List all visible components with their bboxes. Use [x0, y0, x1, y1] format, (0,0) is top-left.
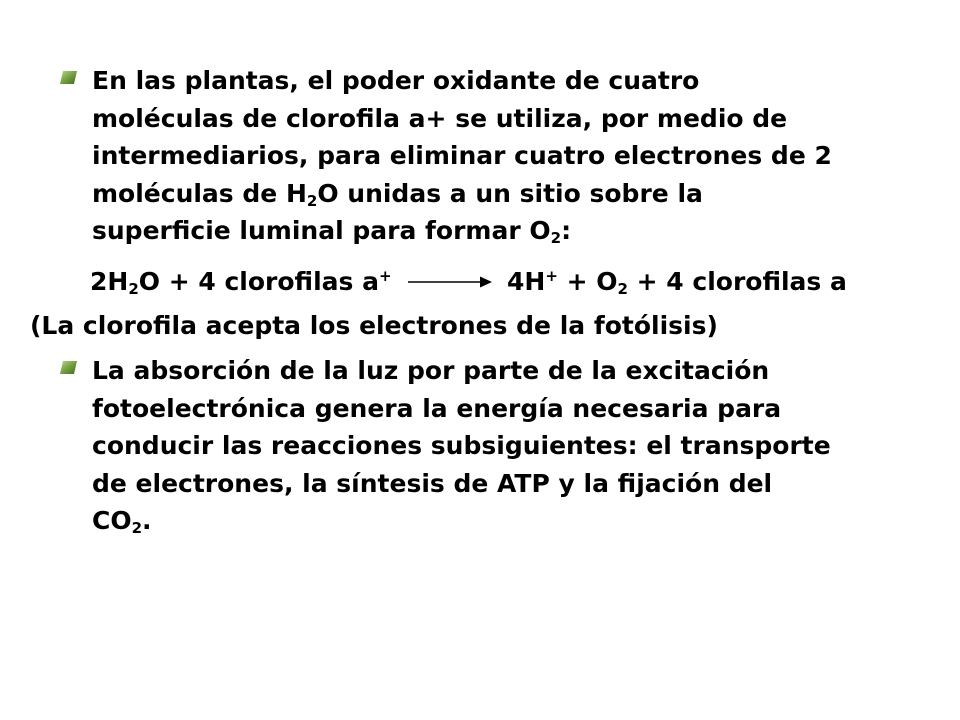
equation-reactants: $2H_2O + 4$ clorofilas a+: [90, 267, 392, 298]
bullet-text-1: [92, 62, 922, 250]
text-line: La absorción de la luz por parte de la excitación: [92, 356, 770, 385]
square-bullet-icon: [60, 361, 77, 374]
chemical-equation: [90, 261, 847, 301]
text-line: fotoelectrónica genera la energía necesaria para: [92, 393, 782, 423]
text-line: moléculas de $H_2O$ unidas a un sitio sobre la: [92, 178, 703, 210]
bullet-text-2: [92, 352, 922, 540]
text-line: intermediarios, para eliminar cuatro electrones de 2: [92, 141, 832, 170]
equation-products: $4H^+ + O_2 + 4$ clorofilas a: [506, 267, 847, 298]
text-line: $CO_2$.: [92, 506, 152, 537]
text-line: moléculas de clorofila a+ se utiliza, por medio de: [92, 103, 788, 133]
text-line: conducir las reacciones subsiguientes: el transporte: [92, 431, 831, 460]
note-text: (La clorofila acepta los electrones de la fotólisis): [30, 311, 718, 340]
text-line: En las plantas, el poder oxidante de cuatro: [92, 66, 700, 95]
text-line: de electrones, la síntesis de ATP y la fijación del: [92, 468, 773, 498]
square-bullet-icon: [60, 71, 77, 84]
text-line: superficie luminal para formar $O_2$:: [92, 216, 572, 247]
reaction-arrow-icon: [408, 275, 492, 289]
